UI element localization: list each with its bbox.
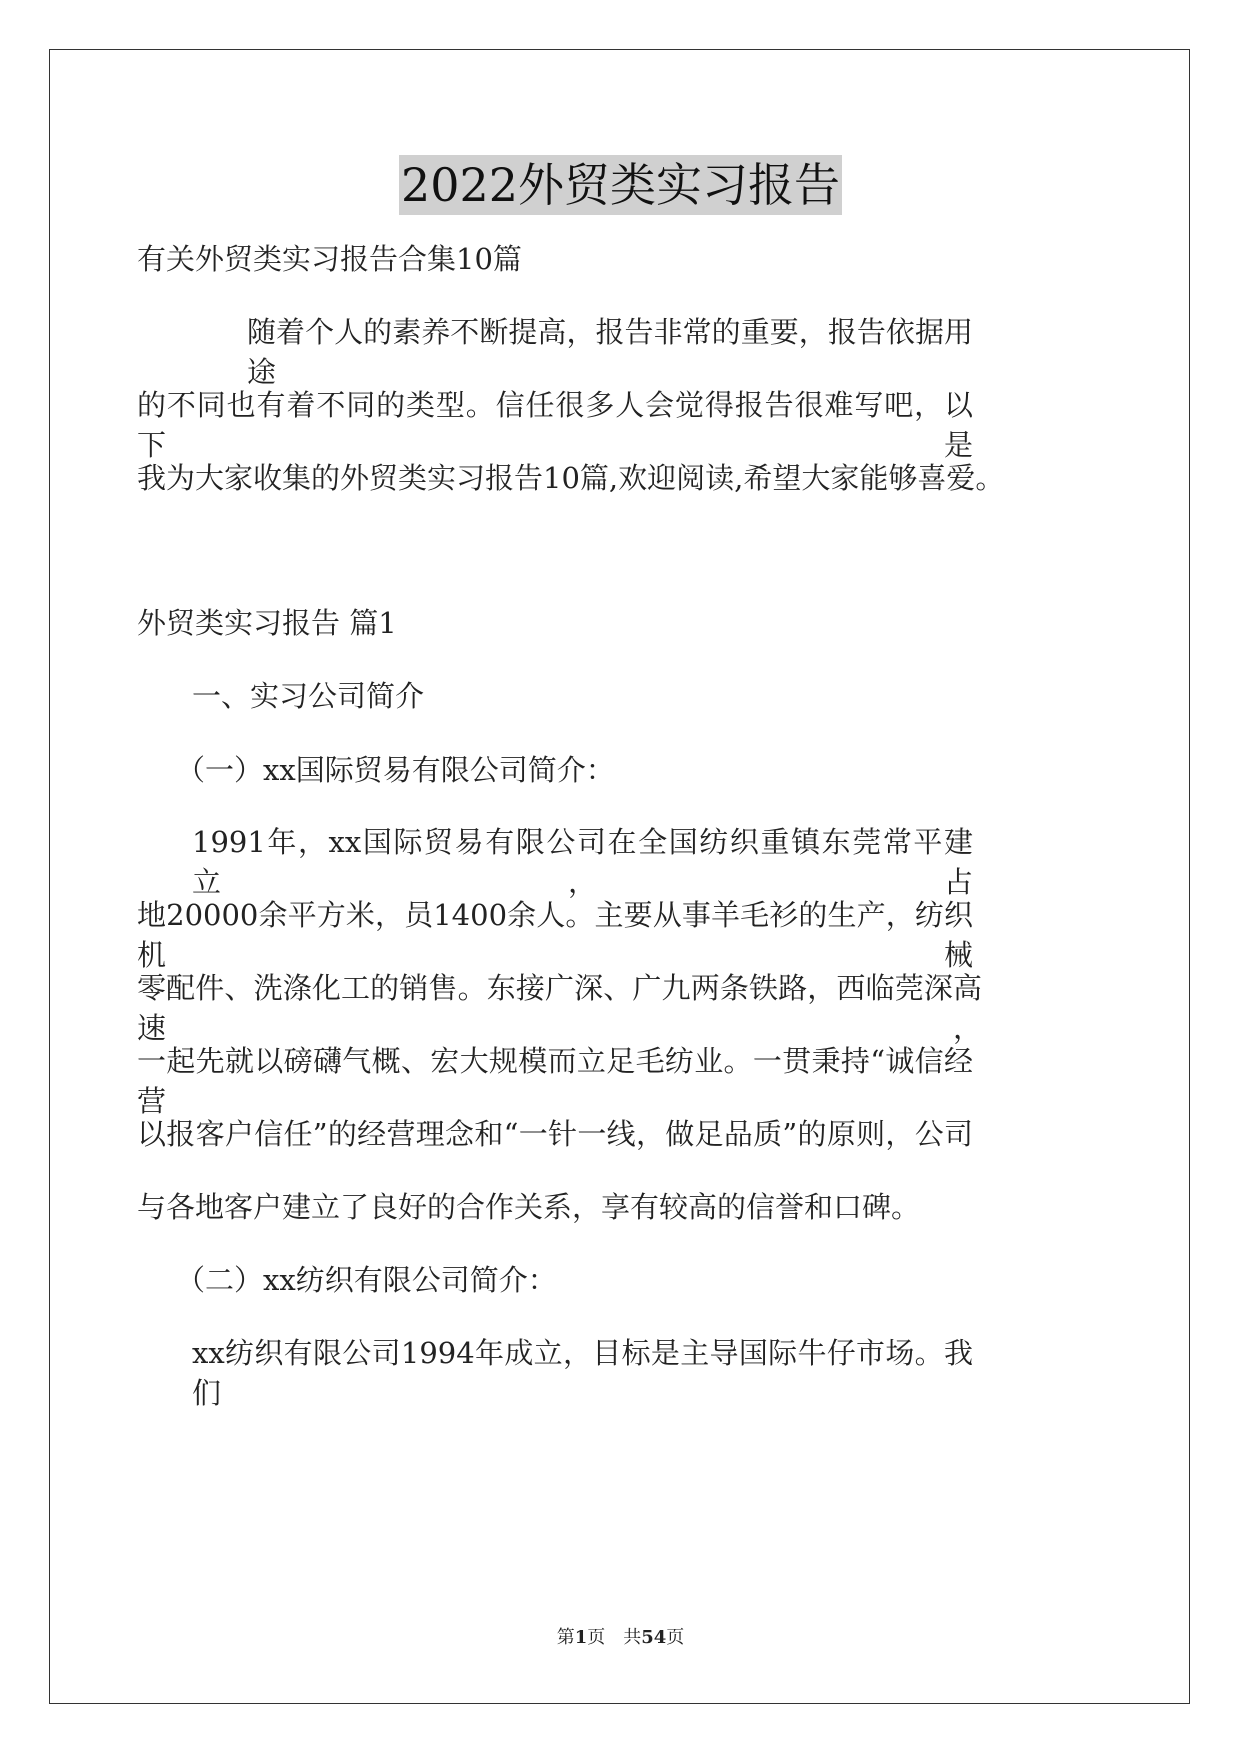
footer-page-prefix: 第 [556, 1627, 575, 1648]
company-2-paragraph-line-1: xx纺织有限公司1994年成立，目标是主导国际牛仔市场。我们 [192, 1336, 973, 1410]
company-1-paragraph-line-5: 以报客户信任”的经营理念和“一针一线，做足品质”的原则，公司 [137, 1117, 973, 1151]
subsection-heading: 一、实习公司简介 [192, 679, 425, 713]
footer-page-total: 54 [641, 1627, 667, 1648]
intro-paragraph-line-1: 随着个人的素养不断提高，报告非常的重要，报告依据用途 [247, 315, 973, 389]
title-container [0, 155, 1241, 215]
footer-page-number: 1 [574, 1627, 588, 1648]
page-footer [0, 1626, 1241, 1650]
company-1-paragraph-line-6: 与各地客户建立了良好的合作关系，享有较高的信誉和口碑。 [137, 1190, 921, 1224]
section-heading: 外贸类实习报告 篇1 [137, 606, 397, 640]
intro-paragraph-line-2: 的不同也有着不同的类型。信任很多人会觉得报告很难写吧，以下是 [137, 388, 973, 462]
intro-paragraph-line-3: 我为大家收集的外贸类实习报告10篇,欢迎阅读,希望大家能够喜爱。 [137, 461, 1005, 495]
company-heading-2: （二）xx纺织有限公司简介： [176, 1263, 557, 1297]
footer-page-middle: 页 共 [587, 1627, 642, 1648]
document-title: 2022外贸类实习报告 [399, 155, 842, 215]
company-1-paragraph-line-2: 地20000余平方米，员1400余人。主要从事羊毛衫的生产，纺织机械 [137, 898, 973, 972]
company-1-paragraph-line-4: 一起先就以磅礴气概、宏大规模而立足毛纺业。一贯秉持“诚信经营 [137, 1044, 973, 1118]
company-1-paragraph-line-1: 1991年，xx国际贸易有限公司在全国纺织重镇东莞常平建立，占 [192, 825, 973, 899]
company-heading-1: （一）xx国际贸易有限公司简介： [176, 753, 615, 787]
subtitle-line: 有关外贸类实习报告合集10篇 [137, 242, 522, 276]
company-1-paragraph-line-3: 零配件、洗涤化工的销售。东接广深、广九两条铁路，西临莞深高速， [137, 971, 982, 1045]
footer-page-suffix: 页 [666, 1627, 685, 1648]
